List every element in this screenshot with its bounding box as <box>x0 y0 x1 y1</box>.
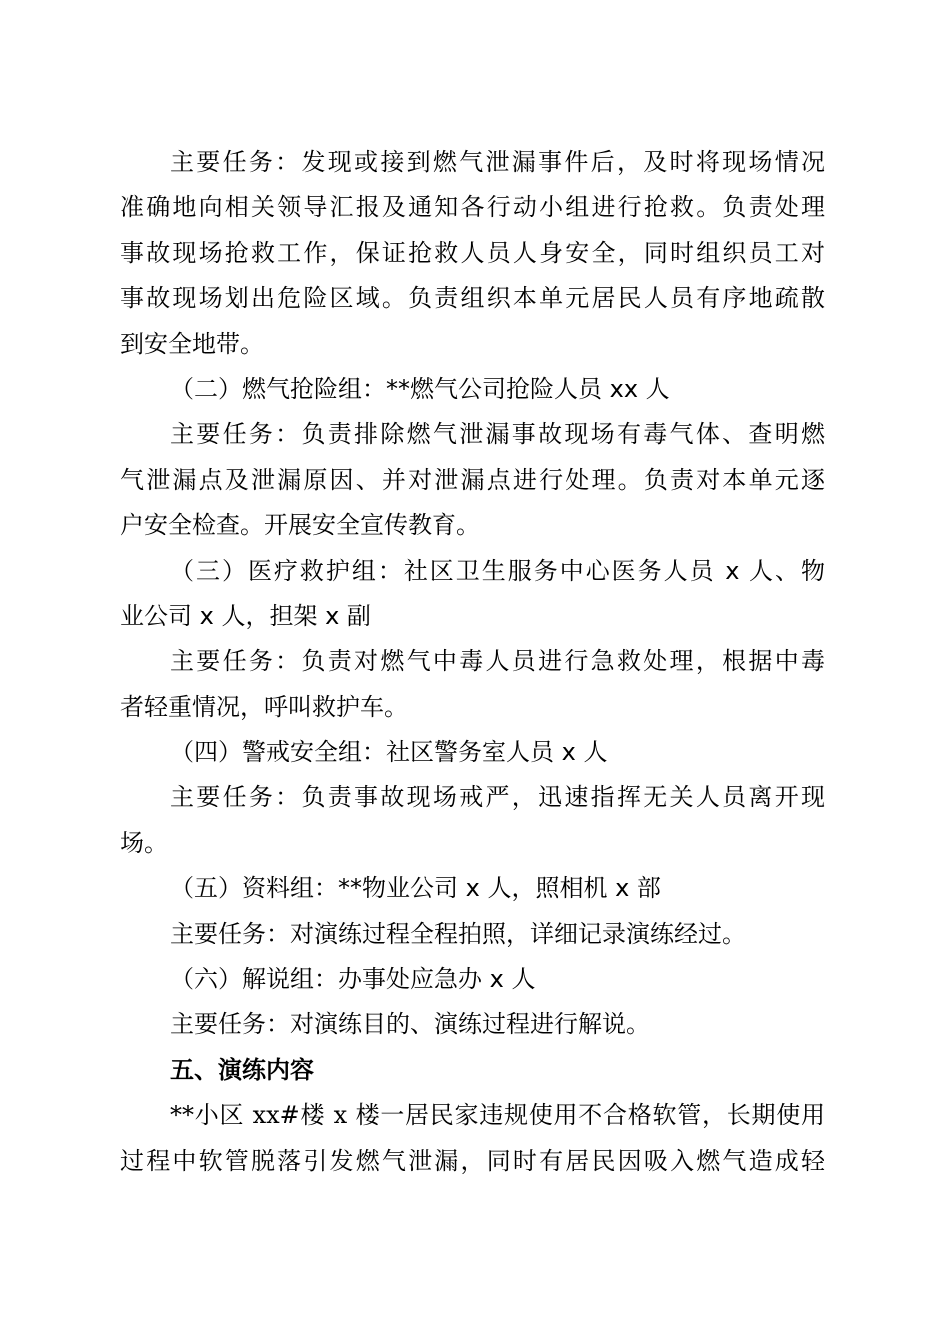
document-page <box>120 140 825 1184</box>
text-line: 准确地向相关领导汇报及通知各行动小组进行抢救。负责处理 <box>120 193 825 222</box>
text-line: （三）医疗救护组：社区卫生服务中心医务人员 x 人、物 <box>170 556 825 585</box>
section-heading-security: （四）警戒安全组：社区警务室人员 x 人 <box>170 738 608 767</box>
text-line: 户安全检查。开展安全宣传教育。 <box>120 511 480 540</box>
paragraph-narration-task: 主要任务：对演练目的、演练过程进行解说。 <box>170 1010 650 1039</box>
text-line: 主要任务：负责事故现场戒严，迅速指挥无关人员离开现 <box>170 783 825 812</box>
text-line: 场。 <box>120 828 168 857</box>
text-line: 事故现场抢救工作，保证抢救人员人身安全，同时组织员工对 <box>120 238 825 267</box>
text-line: 主要任务：负责对燃气中毒人员进行急救处理，根据中毒 <box>170 647 825 676</box>
section-heading-medical <box>120 549 825 640</box>
paragraph-gas-rescue-task <box>120 412 825 548</box>
paragraph-command-task <box>120 140 825 367</box>
section-title-drill-content: 五、演练内容 <box>170 1055 314 1084</box>
section-heading-narration: （六）解说组：办事处应急办 x 人 <box>170 965 536 994</box>
text-line: 主要任务：发现或接到燃气泄漏事件后，及时将现场情况 <box>170 148 825 176</box>
paragraph-security-task <box>120 775 825 866</box>
text-line: 到安全地带。 <box>120 329 264 358</box>
section-heading-gas-rescue: （二）燃气抢险组：**燃气公司抢险人员 xx 人 <box>170 374 670 403</box>
paragraph-records-task: 主要任务：对演练过程全程拍照，详细记录演练经过。 <box>170 919 746 948</box>
paragraph-drill-content <box>120 1093 825 1184</box>
text-line: 事故现场划出危险区域。负责组织本单元居民人员有序地疏散 <box>120 284 825 313</box>
text-line: 主要任务：负责排除燃气泄漏事故现场有毒气体、查明燃 <box>170 420 825 449</box>
text-line: 气泄漏点及泄漏原因、并对泄漏点进行处理。负责对本单元逐 <box>120 465 825 494</box>
section-heading-records: （五）资料组：**物业公司 x 人，照相机 x 部 <box>170 874 661 903</box>
text-line: **小区 xx#楼 x 楼一居民家违规使用不合格软管，长期使用 <box>170 1101 825 1130</box>
text-line: 过程中软管脱落引发燃气泄漏，同时有居民因吸入燃气造成轻 <box>120 1146 825 1175</box>
text-line: 者轻重情况，呼叫救护车。 <box>120 692 408 721</box>
text-line: 业公司 x 人，担架 x 副 <box>120 601 371 630</box>
paragraph-medical-task <box>120 639 825 730</box>
